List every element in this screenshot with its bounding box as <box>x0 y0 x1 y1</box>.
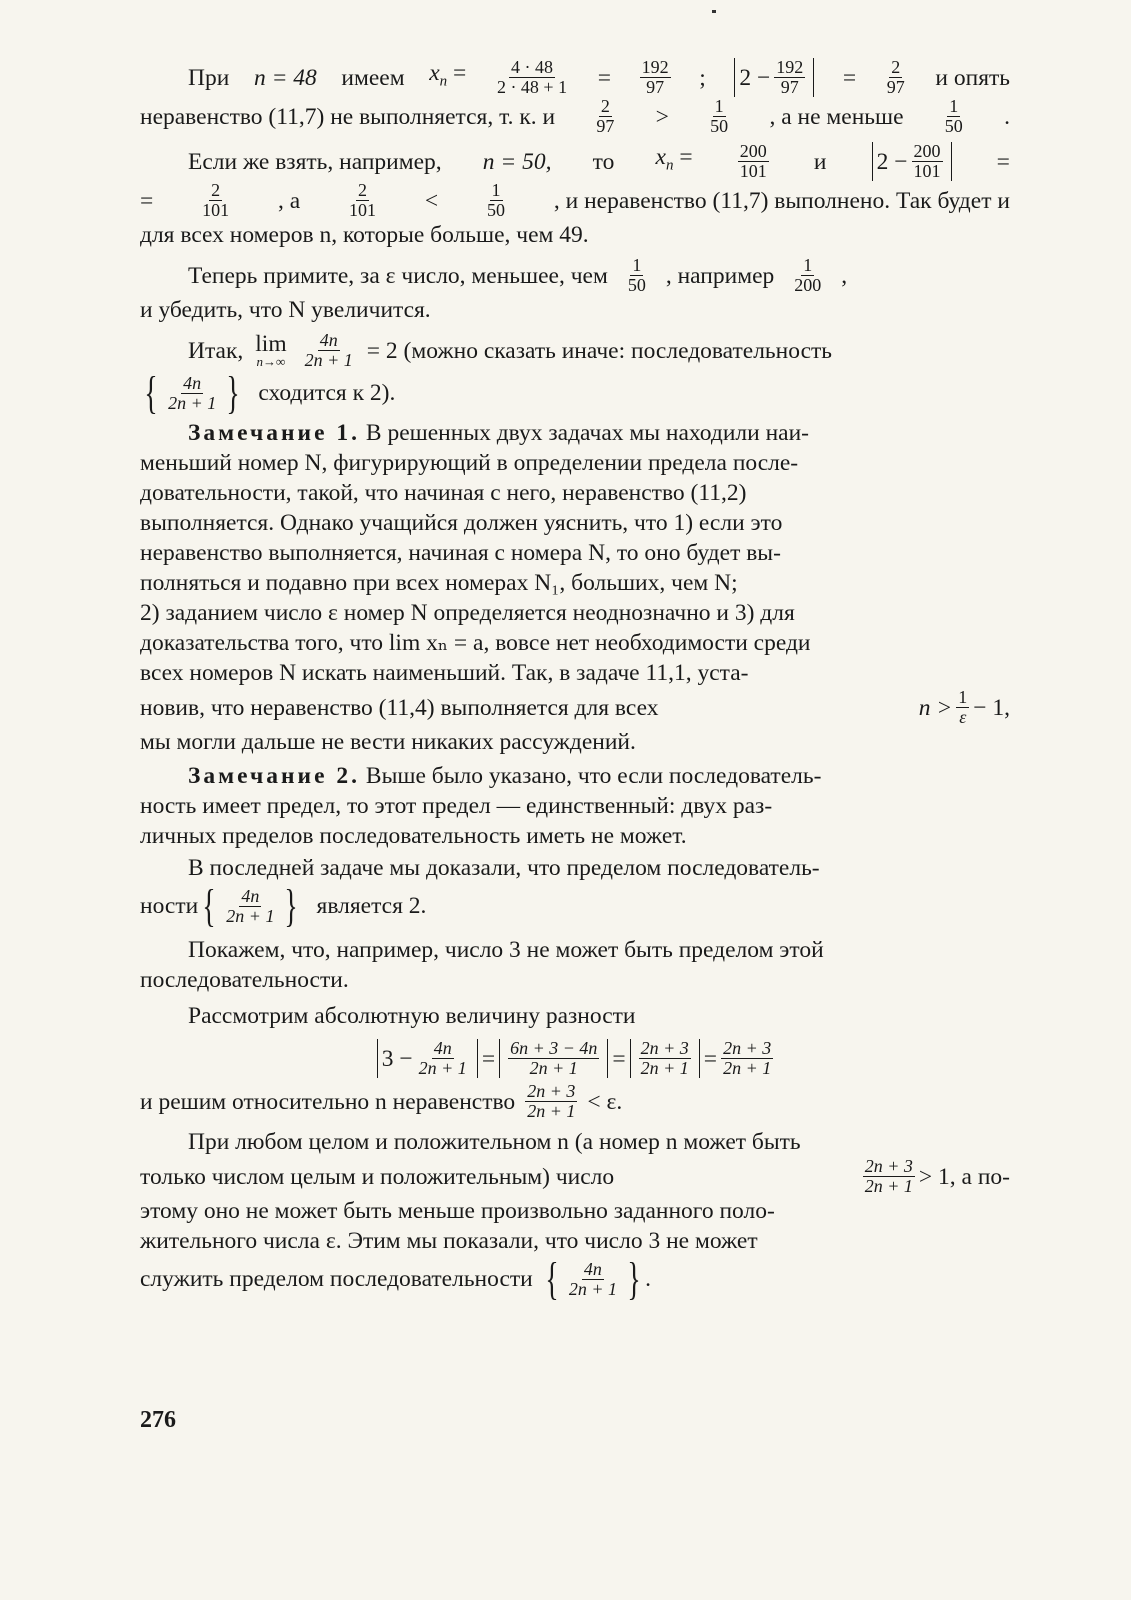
text: n = 50, <box>482 148 552 175</box>
equation <box>140 1039 1010 1078</box>
text: , <box>841 262 848 289</box>
left-brace: { <box>545 1253 559 1304</box>
paragraph-5-line-1: В последней задаче мы доказали, что пределом последователь- <box>188 855 820 881</box>
remark-1-line-10 <box>140 688 1010 727</box>
text: В решенных двух задачах мы находили наи- <box>365 420 809 446</box>
text: = <box>481 1045 496 1072</box>
fraction: $\frac{2n + 3}{2n + 1}$ <box>723 1038 772 1078</box>
paragraph-9-line-5 <box>140 1253 1010 1304</box>
fraction: 4n 2n + 1 <box>568 1258 617 1299</box>
fraction: 4n 2n + 1 <box>168 372 217 413</box>
paragraph-2-line-2 <box>140 181 1010 220</box>
fraction: 2n + 3 2n + 1 <box>527 1081 576 1121</box>
text: , и неравенство (11,7) выполнено. Так будет и <box>553 187 1010 214</box>
text: , например <box>665 262 775 289</box>
text: = <box>140 187 154 214</box>
text: ность имеет предел, то этот предел — единственный: двух раз- <box>140 793 773 819</box>
right-brace: } <box>226 367 240 418</box>
text: сходится к 2). <box>258 380 396 406</box>
text: мы могли дальше не вести никаких рассуждений. <box>140 729 636 755</box>
absolute-value: 2 − $\frac{200}{101}$ <box>872 142 952 181</box>
absolute-value: 3 − $\frac{4n}{2n + 1}$ <box>377 1039 478 1078</box>
remark-2 <box>140 761 1010 851</box>
fraction: $\frac{200}{101}$ <box>739 141 767 181</box>
text: полняться и подавно при всех номерах N₁, больших, чем N; <box>140 570 738 596</box>
text: . <box>1004 103 1010 130</box>
right-brace: } <box>627 1253 641 1304</box>
paragraph-8 <box>140 1082 1010 1121</box>
page-number: 276 <box>140 1407 176 1433</box>
text: Выше было указано, что если последователь- <box>365 763 822 789</box>
text: является 2. <box>316 893 427 919</box>
text: меньший номер N, фигурирующий в определении предела после- <box>140 450 799 476</box>
text: . <box>645 1266 651 1292</box>
absolute-value: 2 − $\frac{192}{97}$ <box>734 58 814 97</box>
paragraph-2-line-3: для всех номеров n, которые больше, чем 49. <box>140 222 589 248</box>
paragraph-4-line-1 <box>188 331 1010 370</box>
left-brace: { <box>144 367 158 418</box>
text: только числом целым и положительным) число <box>140 1163 615 1190</box>
text: ; <box>699 64 706 91</box>
fraction: 1 200 <box>794 255 822 295</box>
left-brace: { <box>202 880 216 931</box>
paragraph-1-line-1 <box>188 58 1010 97</box>
fraction: $\frac{4n}{2n + 1}$ <box>304 330 353 370</box>
fraction: 1 50 <box>944 96 963 136</box>
text: = 2 (можно сказать иначе: последовательность <box>366 337 832 364</box>
text: неравенство (11,7) не выполняется, т. к. и <box>140 103 556 130</box>
text: и решим относительно n неравенство <box>140 1088 516 1115</box>
text: Если же взять, например, <box>188 148 442 175</box>
text: Теперь примите, за ε число, меньшее, чем <box>188 262 608 289</box>
text: доказательства того, что lim xₙ = a, вовсе нет необходимости среди <box>140 630 811 656</box>
fraction: 4n 2n + 1 <box>226 885 275 926</box>
limit: lim n→∞ <box>255 331 287 369</box>
fraction: 1 50 <box>710 96 729 136</box>
paragraph-9-line-3: этому оно не может быть меньше произвольно заданного поло- <box>140 1198 775 1224</box>
paragraph-7: Рассмотрим абсолютную величину разности <box>188 1003 636 1029</box>
paragraph-9-line-1: При любом целом и положительном n (а номер n может быть <box>188 1129 801 1155</box>
text: и <box>813 148 827 175</box>
paragraph-5-line-2 <box>140 880 1010 931</box>
paragraph-4-line-2 <box>140 367 1010 418</box>
text: личных пределов последовательность иметь не может. <box>140 823 687 849</box>
paragraph-3-line-1 <box>188 256 1010 295</box>
fraction: $\frac{2}{97}$ <box>886 57 905 97</box>
fraction: $\frac{4 \cdot 48}{2 \cdot 48 + 1}$ <box>496 57 568 97</box>
text: = <box>842 64 857 91</box>
text: = <box>703 1045 718 1072</box>
text: 2) заданием число ε номер N определяется неоднозначно и 3) для <box>140 600 795 626</box>
text: < <box>424 187 439 214</box>
fraction: 2 97 <box>596 96 615 136</box>
text: = <box>996 148 1010 175</box>
text: выполняется. Однако учащийся должен уяснить, что 1) если это <box>140 510 783 536</box>
remark-1 <box>140 418 1010 757</box>
remark-title: Замечание 1. <box>188 420 361 446</box>
text: имеем <box>341 64 405 91</box>
paragraph-3-line-2: и убедить, что N увеличится. <box>140 297 431 323</box>
text: служить пределом последовательности <box>140 1266 533 1292</box>
paragraph-2-line-1 <box>188 142 1010 181</box>
paragraph-9-line-4: жительного числа ε. Этим мы показали, что число 3 не может <box>140 1228 758 1254</box>
paragraph-1-line-2 <box>140 97 1010 136</box>
print-speck <box>712 10 716 13</box>
text: , а <box>277 187 301 214</box>
text: < ε. <box>587 1088 623 1115</box>
text: и опять <box>935 64 1010 91</box>
right-brace: } <box>284 880 299 931</box>
remark-title: Замечание 2. <box>188 763 361 789</box>
text: n = 48 <box>253 64 317 91</box>
paragraph-6-line-2: последовательности. <box>140 967 349 993</box>
formula: n > 1 ε − 1, <box>918 687 1010 727</box>
paragraph-9-line-2 <box>140 1157 1010 1196</box>
text: довательности, такой, что начиная с него, неравенство (11,2) <box>140 480 747 506</box>
text: всех номеров N искать наименьший. Так, в задаче 11,1, уста- <box>140 660 749 686</box>
text: ности <box>140 893 199 919</box>
text: то <box>592 148 615 175</box>
text: = <box>597 64 611 91</box>
text: > <box>655 103 669 130</box>
fraction: $\frac{2}{101}$ <box>202 180 230 220</box>
formula: $x_n$ = <box>429 60 467 90</box>
formula: $x_n$ = <box>655 144 693 174</box>
fraction: $\frac{192}{97}$ <box>641 57 669 97</box>
text: = <box>612 1045 626 1072</box>
fraction: 1 50 <box>487 180 506 220</box>
text: При <box>188 64 230 91</box>
page-body <box>140 58 1010 1302</box>
text: новив, что неравенство (11,4) выполняется для всех <box>140 694 659 721</box>
fraction: 1 50 <box>627 255 646 295</box>
text: Итак, <box>188 337 244 364</box>
absolute-value: 2n + 3 2n + 1 <box>630 1039 700 1078</box>
fraction: 2 101 <box>349 180 377 220</box>
absolute-value: 6n + 3 − 4n 2n + 1 <box>499 1039 608 1078</box>
text: неравенство выполняется, начиная с номера N, то оно будет вы- <box>140 540 781 566</box>
formula: 2n + 3 2n + 1 > 1, а по- <box>864 1156 1010 1196</box>
text: , а не меньше <box>769 103 904 130</box>
paragraph-6-line-1: Покажем, что, например, число 3 не может быть пределом этой <box>188 937 824 963</box>
